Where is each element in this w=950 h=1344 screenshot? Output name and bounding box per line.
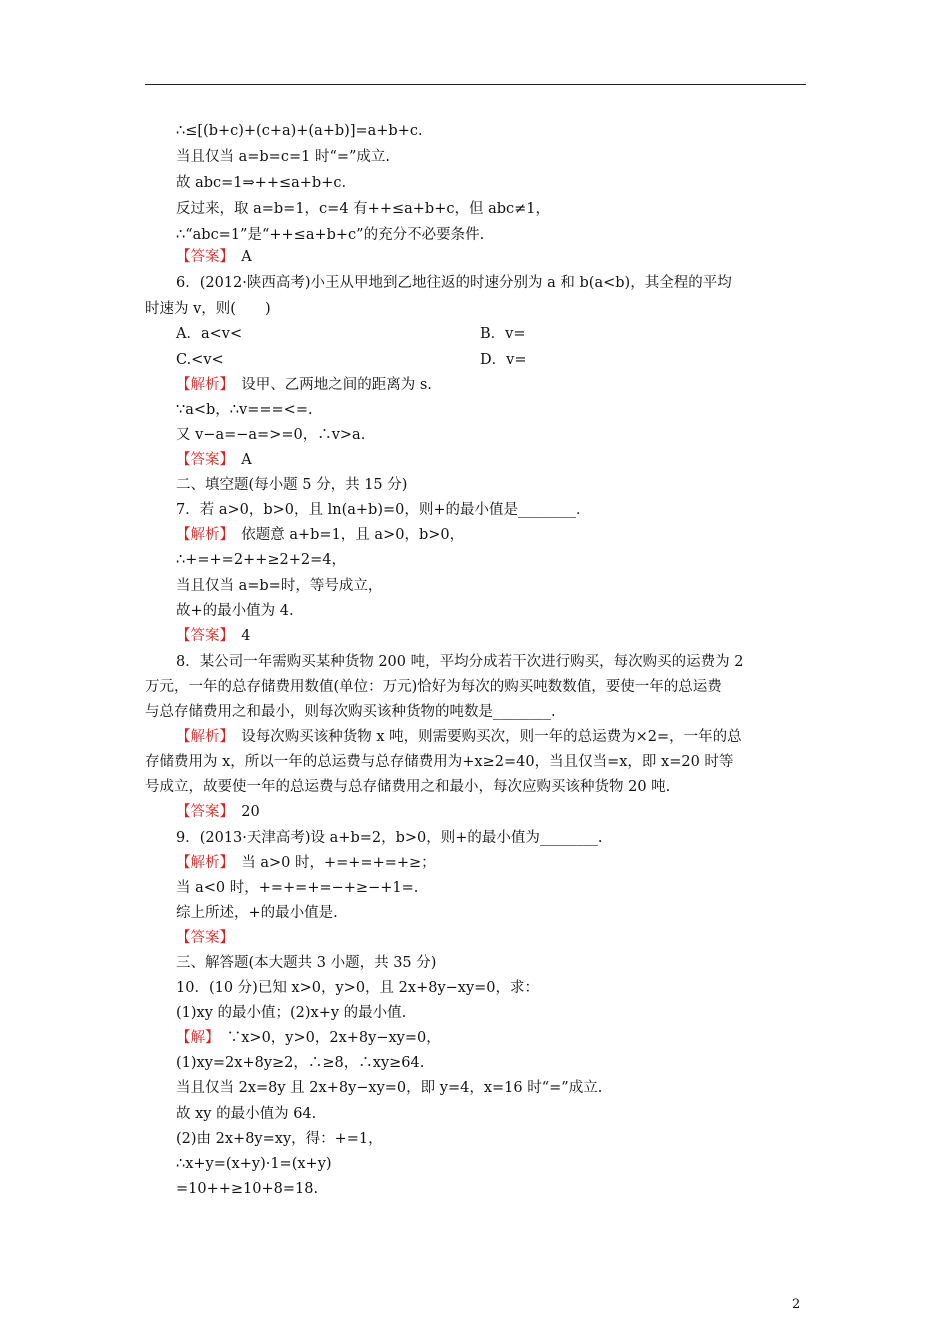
section-heading: 三、解答题(本大题共 3 小题，共 35 分) <box>176 955 437 971</box>
analysis-line: 【解析】 当 a>0 时，+=+=+=+≥； <box>176 855 436 871</box>
text-line: 当 a<0 时，+=+=+=−+≥−+1=. <box>176 880 419 896</box>
option-row <box>176 350 816 370</box>
text-line: ∴x+y=(x+y)·1=(x+y) <box>176 1156 332 1172</box>
text-line: 故 xy 的最小值为 64. <box>176 1106 317 1122</box>
text-line: ∴“abc=1”是“++≤a+b+c”的充分不必要条件. <box>176 227 485 243</box>
text-line: ∴+=+=2++≥2+2=4， <box>176 552 346 568</box>
page-number: 2 <box>792 1297 801 1312</box>
analysis-tag: 【解析】 <box>176 377 227 393</box>
answer-tag: 【答案】 <box>176 628 227 644</box>
text-line: 又 v−a=−a=>=0，∴v>a. <box>176 427 366 443</box>
text-line: (1)xy 的最小值；(2)x+y 的最小值. <box>176 1005 407 1021</box>
text-line: 当且仅当 a=b=时，等号成立， <box>176 578 383 594</box>
section-heading: 二、填空题(每小题 5 分，共 15 分) <box>176 477 408 493</box>
analysis-tag: 【解析】 <box>176 527 227 543</box>
question-10: 10．(10 分)已知 x>0，y>0，且 2x+8y−xy=0，求： <box>176 980 540 996</box>
text-line: 故+的最小值为 4. <box>176 603 294 619</box>
question-8: 8．某公司一年需购买某种货物 200 吨，平均分成若干次进行购买，每次购买的运费为 2 <box>176 654 744 670</box>
analysis-line: 【解析】 设每次购买该种货物 x 吨，则需要购买次，则一年的总运费为×2=，一年的总 <box>176 729 742 745</box>
option-a: A．a<v< <box>176 326 243 342</box>
text-line: 当且仅当 a=b=c=1 时“=”成立. <box>176 149 391 165</box>
analysis-line: 【解析】 依题意 a+b=1，且 a>0，b>0， <box>176 527 465 543</box>
text-line: 与总存储费用之和最小，则每次购买该种货物的吨数是________. <box>145 704 556 720</box>
text-line: 存储费用为 x，所以一年的总运费与总存储费用为+x≥2=40，当且仅当=x，即 x=20 时等 <box>145 754 734 770</box>
question-9: 9．(2013·天津高考)设 a+b=2，b>0，则+的最小值为________. <box>176 830 603 846</box>
answer-tag: 【答案】 <box>176 249 227 265</box>
text-line: 当且仅当 2x=8y 且 2x+8y−xy=0，即 y=4，x=16 时“=”成立. <box>176 1080 603 1096</box>
answer-tag: 【答案】 <box>176 452 227 468</box>
option-b: B．v= <box>480 326 526 342</box>
answer-line <box>176 928 816 948</box>
question-6: 6．(2012·陕西高考)小王从甲地到乙地往返的时速分别为 a 和 b(a<b)，其全程的平均 <box>176 275 732 291</box>
text-line: 故 abc=1⇒++≤a+b+c. <box>176 175 347 191</box>
option-c: C.<v< <box>176 352 224 368</box>
answer-tag: 【答案】 <box>176 804 227 820</box>
text-line: (1)xy=2x+8y≥2，∴≥8，∴xy≥64. <box>176 1055 425 1071</box>
answer-line: 【答案】 A <box>176 249 252 265</box>
header-rule <box>145 84 806 85</box>
text-line: 反过来，取 a=b=1，c=4 有++≤a+b+c，但 abc≠1， <box>176 201 550 217</box>
option-d: D．v= <box>480 352 527 368</box>
text-line: 时速为 v，则( ) <box>145 301 271 317</box>
text-line: 号成立，故要使一年的总运费与总存储费用之和最小，每次应购买该种货物 20 吨. <box>145 779 671 795</box>
text-line: (2)由 2x+8y=xy，得：+=1， <box>176 1131 383 1147</box>
analysis-line: 【解析】 设甲、乙两地之间的距离为 s. <box>176 377 432 393</box>
text-line: ∵a<b，∴v===<=. <box>176 402 313 418</box>
solution-tag: 【解】 <box>176 1030 213 1046</box>
answer-line: 【答案】 A <box>176 452 252 468</box>
text-line: 综上所述，+的最小值是. <box>176 905 338 921</box>
solution-line: 【解】 ∵x>0，y>0，2x+8y−xy=0， <box>176 1030 441 1046</box>
option-row <box>176 324 816 344</box>
analysis-tag: 【解析】 <box>176 729 227 745</box>
answer-tag: 【答案】 <box>176 930 234 946</box>
text-line: ∴≤[(b+c)+(c+a)+(a+b)]=a+b+c. <box>176 123 423 139</box>
answer-line: 【答案】 20 <box>176 804 260 820</box>
analysis-tag: 【解析】 <box>176 855 227 871</box>
text-line: 万元，一年的总存储费用数值(单位：万元)恰好为每次的购买吨数数值，要使一年的总运费 <box>145 679 722 695</box>
question-7: 7．若 a>0，b>0，且 ln(a+b)=0，则+的最小值是________． <box>176 502 591 518</box>
answer-line: 【答案】 4 <box>176 628 251 644</box>
text-line: =10++≥10+8=18. <box>176 1181 319 1197</box>
